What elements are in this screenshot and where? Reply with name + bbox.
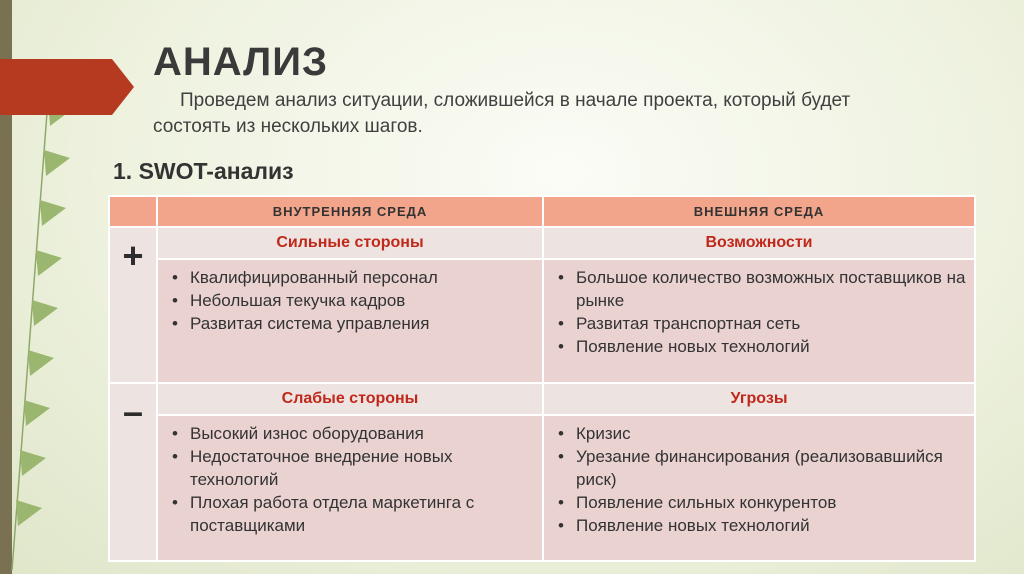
weaknesses-list — [158, 416, 542, 537]
minus-sign: – — [122, 391, 144, 432]
weakness-item: • Высокий износ оборудования — [172, 422, 534, 445]
opportunity-item: • Развитая транспортная сеть — [558, 312, 966, 335]
strength-item: • Развитая система управления — [172, 312, 534, 335]
threat-item: • Появление новых технологий — [558, 514, 966, 537]
strengths-title: Сильные стороны — [157, 227, 543, 259]
opportunity-item: • Появление новых технологий — [558, 335, 966, 358]
weakness-item: • Недостаточное внедрение новых технологий — [172, 445, 534, 491]
threat-item: • Урезание финансирования (реализовавшийся риск) — [558, 445, 966, 491]
title-accent-tab — [0, 59, 134, 115]
threat-item: • Появление сильных конкурентов — [558, 491, 966, 514]
opportunity-item: • Большое количество возможных поставщиков на рынке — [558, 266, 966, 312]
strengths-cell — [157, 259, 543, 383]
strength-item: • Небольшая текучка кадров — [172, 289, 534, 312]
threats-title: Угрозы — [543, 383, 975, 415]
swot-header-row — [109, 196, 975, 227]
threats-list — [544, 416, 974, 537]
threats-cell — [543, 415, 975, 561]
positive-body-row — [109, 259, 975, 383]
opportunities-list — [544, 260, 974, 358]
minus-side-cell — [109, 383, 157, 561]
section-heading: 1. SWOT-анализ — [113, 158, 294, 184]
threat-item: • Кризис — [558, 422, 966, 445]
plus-side-cell — [109, 227, 157, 383]
opportunities-cell — [543, 259, 975, 383]
strengths-list — [158, 260, 542, 335]
negative-subheader-row — [109, 383, 975, 415]
plus-sign: + — [122, 235, 144, 276]
internal-environment-header: ВНУТРЕННЯЯ СРЕДА — [157, 196, 543, 227]
strength-item: • Квалифицированный персонал — [172, 266, 534, 289]
positive-subheader-row — [109, 227, 975, 259]
external-environment-header: ВНЕШНЯЯ СРЕДА — [543, 196, 975, 227]
slide-intro-text: Проведем анализ ситуации, сложившейся в начале проекта, который будет состоять из нескольких шагов. — [153, 90, 851, 137]
weaknesses-title: Слабые стороны — [157, 383, 543, 415]
negative-body-row — [109, 415, 975, 561]
swot-table — [108, 195, 976, 562]
slide-title: АНАЛИЗ — [153, 40, 329, 84]
opportunities-title: Возможности — [543, 227, 975, 259]
weaknesses-cell — [157, 415, 543, 561]
weakness-item: • Плохая работа отдела маркетинга с поставщиками — [172, 491, 534, 537]
swot-corner-cell — [109, 196, 157, 227]
